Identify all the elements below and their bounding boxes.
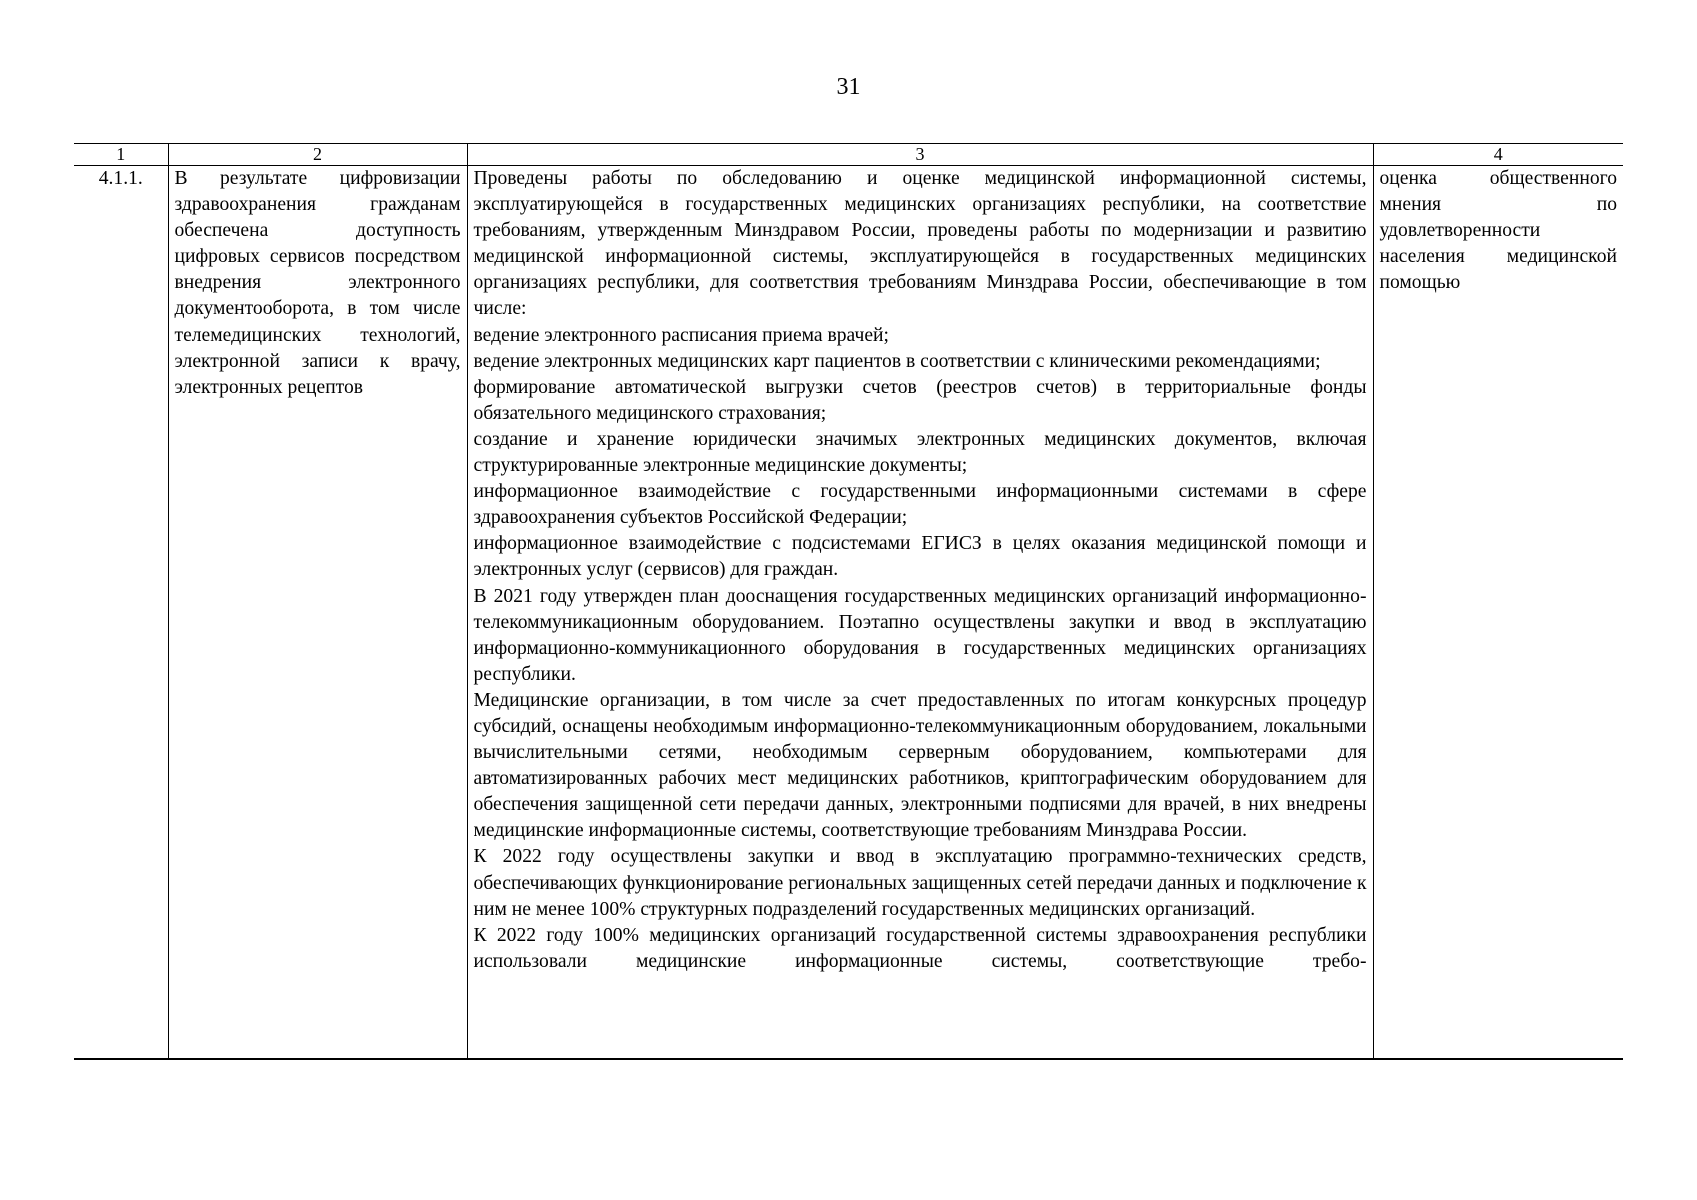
indicator-cell: оценка общественного мнения по удовлетворенности населения медицинской помощью: [1373, 166, 1623, 1060]
page-number: 31: [836, 74, 861, 100]
result-cell: В результате цифровизации здравоохранения гражданам обеспечена доступность цифровых сервисов посредством внедрения электронного документооборота, в том числе телемедицинских технологий, электронной записи к врачу, электронных рецептов: [168, 166, 467, 1060]
description-paragraph: информационное взаимодействие с государственными информационными системами в сфере здравоохранения субъектов Российской Федерации;: [473, 481, 1367, 529]
column-header-2: 2: [168, 144, 467, 166]
column-header-3: 3: [467, 144, 1373, 166]
results-table: [74, 143, 1623, 1060]
description-paragraph: К 2022 году 100% медицинских организаций государственной системы здравоохранения республики использовали медицинские информационные системы, соответствующие требо-: [473, 924, 1367, 972]
column-header-4: 4: [1373, 144, 1623, 166]
description-paragraph: ведение электронных медицинских карт пациентов в соответствии с клиническими рекомендациями;: [473, 350, 1321, 372]
description-cell: [467, 166, 1373, 1060]
description-paragraph: К 2022 году осуществлены закупки и ввод в эксплуатацию программно-технических средств, обеспечивающих функционирование региональных защищенных сетей передачи данных и подключение к ним не менее 100% структурных подразделений государственных медицинских организаций.: [473, 846, 1367, 920]
table-header-row: [74, 144, 1623, 166]
description-paragraph: ведение электронного расписания приема врачей;: [473, 324, 889, 346]
description-paragraph: создание и хранение юридически значимых электронных медицинских документов, включая структурированные электронные медицинские документы;: [473, 428, 1367, 477]
row-number: 4.1.1.: [74, 166, 168, 1060]
description-paragraph: формирование автоматической выгрузки счетов (реестров счетов) в территориальные фонды обязательного медицинского страхования;: [473, 376, 1367, 424]
description-paragraph: В 2021 году утвержден план дооснащения государственных медицинских организаций информационно-телекоммуникационным оборудованием. Поэтапно осуществлены закупки и ввод в эксплуатацию информационно-коммуникационного оборудования в государственных медицинских организациях республики.: [473, 585, 1367, 685]
column-header-1: 1: [74, 144, 168, 166]
description-paragraph: информационное взаимодействие с подсистемами ЕГИСЗ в целях оказания медицинской помощи и электронных услуг (сервисов) для граждан.: [473, 533, 1367, 581]
description-paragraph: Медицинские организации, в том числе за счет предоставленных по итогам конкурсных процедур субсидий, оснащены необходимым информационно-телекоммуникационным оборудованием, локальными вычислительными сетями, необходимым серверным оборудованием, компьютерами для автоматизированных рабочих мест медицинских работников, криптографическим оборудованием для обеспечения защищенной сети передачи данных, электронными подписями для врачей, в них внедрены медицинские информационные системы, соответствующие требованиям Минздрава России.: [473, 689, 1367, 842]
description-paragraph: Проведены работы по обследованию и оценке медицинской информационной системы, эксплуатирующейся в государственных медицинских организациях республики, на соответствие требованиям, утвержденным Минздравом России, проведены работы по модернизации и развитию медицинской информационной системы, эксплуатирующейся в государственных медицинских организациях республики, для соответствия требованиям Минздрава России, обеспечивающие в том числе:: [473, 168, 1367, 320]
table-row: [74, 166, 1623, 1060]
